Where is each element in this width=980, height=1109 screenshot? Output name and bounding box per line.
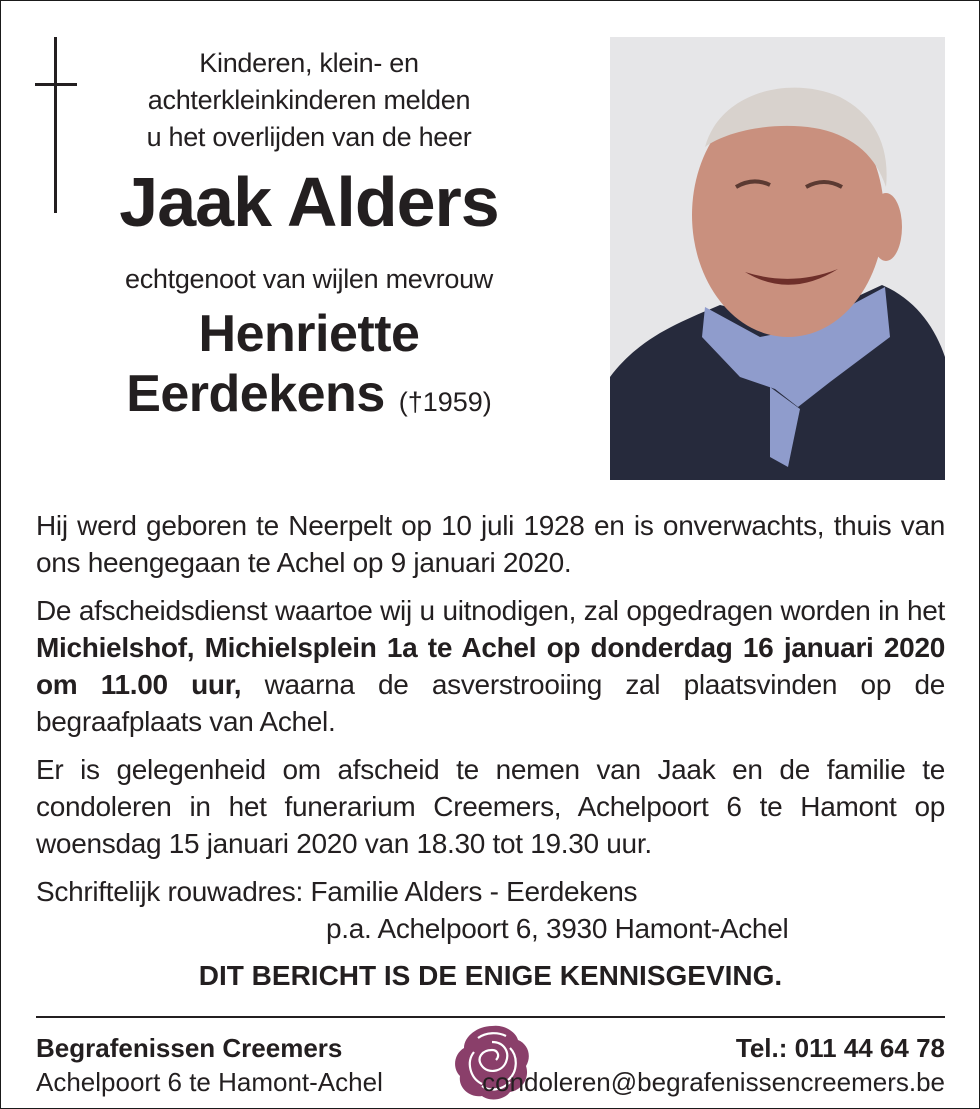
spouse-death-year: (†1959) [398, 387, 492, 417]
ceremony-location-date: Michielshof, Michielsplein 1a te Achel op donderdag 16 januari 2020 om 11.00 uur, [36, 632, 945, 700]
phone-number: Tel.: 011 44 64 78 [735, 1033, 945, 1063]
spouse-last-name-line [79, 364, 539, 432]
announcement-header [79, 45, 539, 432]
funeral-home-info [36, 1031, 383, 1099]
email-address: condoleren@begrafenissencreemers.be [482, 1067, 945, 1097]
condolence-paragraph: Er is gelegenheid om afscheid te nemen van Jaak en de familie te condoleren in het funerarium Creemers, Achelpoort 6 te Hamont op woensdag 15 januari 2020 van 18.30 tot 19.30 uur. [36, 754, 945, 859]
birth-death-paragraph: Hij werd geboren te Neerpelt op 10 juli 1928 en is onverwachts, thuis van ons heengegaan te Achel op 9 januari 2020. [36, 510, 945, 578]
intro-line-2: achterkleinkinderen melden [147, 85, 471, 115]
deceased-name: Jaak Alders [119, 163, 499, 241]
intro-line-1: Kinderen, klein- en [199, 48, 419, 78]
contact-info [482, 1031, 945, 1099]
obituary-body [36, 507, 945, 995]
mourning-address-line-2: p.a. Achelpoort 6, 3930 Hamont-Achel [326, 913, 789, 944]
mourning-address-line-1: Schriftelijk rouwadres: Familie Alders - Eerdekens [36, 876, 638, 907]
ceremony-paragraph [36, 592, 945, 740]
spouse-intro: echtgenoot van wijlen mevrouw [124, 264, 493, 294]
funeral-home-name: Begrafenissen Creemers [36, 1033, 343, 1063]
spouse-last-name: Eerdekens [126, 365, 385, 423]
ceremony-text-end: waarna de asverstrooiing zal plaatsvinden op de begraafplaats van Achel. [36, 669, 945, 737]
footer-divider [36, 1016, 945, 1018]
cross-icon [35, 37, 77, 213]
intro-line-3: u het overlijden van de heer [146, 122, 472, 152]
spouse-first-name: Henriette [198, 305, 420, 363]
ear [870, 193, 902, 261]
portrait-photo [610, 37, 945, 480]
ceremony-text-start: De afscheidsdienst waartoe wij u uitnodigen, zal opgedragen worden in het [36, 595, 945, 626]
only-notice-statement: DIT BERICHT IS DE ENIGE KENNISGEVING. [198, 960, 783, 991]
funeral-home-address: Achelpoort 6 te Hamont-Achel [36, 1067, 383, 1097]
